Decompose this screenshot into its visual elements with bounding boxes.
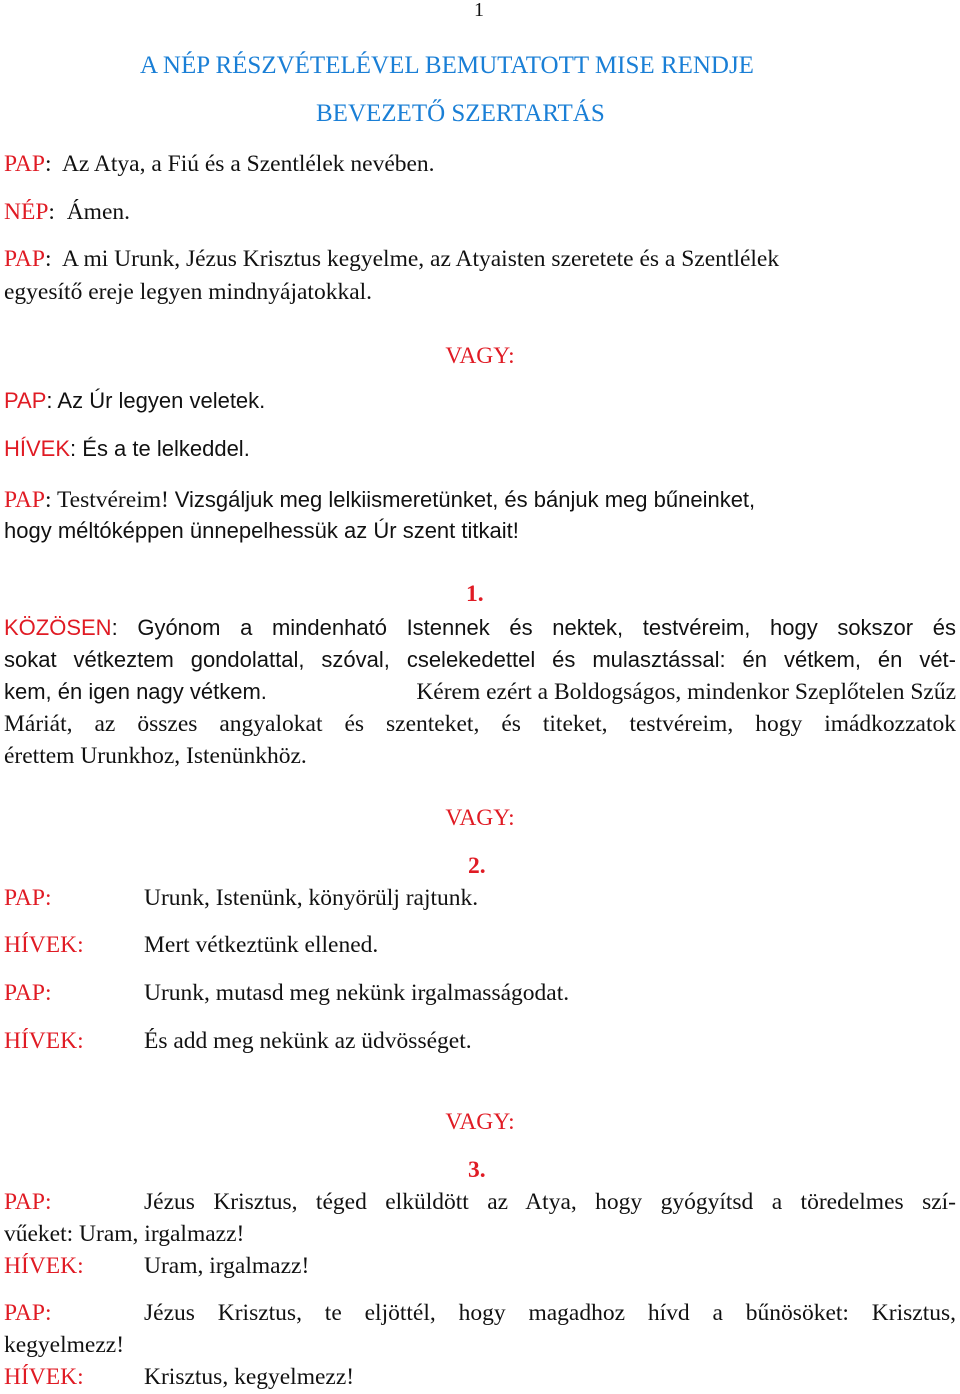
- confiteor-line: KÖZÖSEN: Gyónom a mindenható Istennek és nektek, testvéreim, hogy sokszor és: [4, 615, 956, 640]
- speaker-label: NÉP: [4, 199, 49, 225]
- line-continuation: hogy méltóképpen ünnepelhessük az Úr szent titkait!: [4, 518, 519, 543]
- line-text: Jézus Krisztus, téged elküldött az Atya, hogy gyógyítsd a töredelmes szí-: [144, 1189, 956, 1215]
- line-text: Jézus Krisztus, te eljöttél, hogy magadhoz hívd a bűnösöket: Krisztus,: [144, 1300, 956, 1326]
- line-continuation: egyesítő ereje legyen mindnyájatokkal.: [4, 279, 373, 305]
- speaker-label: PAP: [4, 151, 45, 177]
- option-number: 3.: [468, 1157, 486, 1183]
- line-text: És a te lelkeddel.: [82, 436, 250, 461]
- line-pap-1: PAP: Az Atya, a Fiú és a Szentlélek nevében.: [4, 151, 435, 177]
- section-subtitle: BEVEZETŐ SZERTARTÁS: [316, 100, 605, 127]
- confiteor-line: [4, 676, 956, 708]
- option-number: 2.: [468, 853, 486, 879]
- line-text: Uram, irgalmazz!: [144, 1253, 310, 1279]
- line-text: Mert vétkeztünk ellened.: [144, 932, 379, 958]
- confiteor-line: sokat vétkeztem gondolattal, szóval, cselekedettel és mulasztással: én vétkem, én vét-: [4, 647, 956, 672]
- speaker-label: KÖZÖSEN: [4, 615, 112, 640]
- line-text: kem, én igen nagy vétkem.: [4, 679, 267, 704]
- line-text: Kérem ezért a Boldogságos, mindenkor Szeplőtelen Szűz: [416, 679, 956, 705]
- line-text: Ámen.: [66, 199, 130, 225]
- confiteor-line: érettem Urunkhoz, Istenünkhöz.: [4, 743, 307, 769]
- speaker-label: PAP:: [4, 885, 52, 911]
- page-title: A NÉP RÉSZVÉTELÉVEL BEMUTATOTT MISE RENDJE: [140, 52, 754, 79]
- or-separator: VAGY:: [445, 805, 515, 831]
- confiteor-line: Máriát, az összes angyalokat és szenteket, és titeket, testvéreim, hogy imádkozzatok: [4, 711, 956, 737]
- speaker-label: HÍVEK:: [4, 1253, 84, 1279]
- speaker-label: HÍVEK:: [4, 1028, 84, 1054]
- line-text: És add meg nekünk az üdvösséget.: [144, 1028, 472, 1054]
- or-separator: VAGY:: [445, 1109, 515, 1135]
- speaker-label: PAP:: [4, 1189, 52, 1215]
- option-number: 1.: [466, 581, 484, 607]
- line-pap-invitation: PAP: Testvéreim! Vizsgáljuk meg lelkiismeretünket, és bánjuk meg bűneinket,: [4, 487, 756, 513]
- speaker-label: HÍVEK:: [4, 1364, 84, 1390]
- line-hivek-1: HÍVEK: És a te lelkeddel.: [4, 436, 250, 461]
- speaker-label: HÍVEK:: [4, 932, 84, 958]
- speaker-label: PAP: [4, 246, 45, 272]
- or-separator: VAGY:: [445, 343, 515, 369]
- line-text: Vizsgáljuk meg lelkiismeretünket, és bánjuk meg bűneinket,: [174, 487, 756, 512]
- speaker-label: PAP: [4, 487, 45, 513]
- line-pap-greeting: PAP: A mi Urunk, Jézus Krisztus kegyelme, az Atyaisten szeretete és a Szentlélek: [4, 246, 780, 272]
- line-continuation: kegyelmezz!: [4, 1332, 125, 1358]
- line-text: Urunk, mutasd meg nekünk irgalmasságodat.: [144, 980, 570, 1006]
- line-text: Testvéreim!: [56, 487, 169, 513]
- line-text: Krisztus, kegyelmezz!: [144, 1364, 355, 1390]
- line-text: Gyónom a mindenható Istennek és nektek, testvéreim, hogy sokszor és: [137, 615, 956, 640]
- line-nep: NÉP: Ámen.: [4, 199, 130, 225]
- line-text: Az Úr legyen veletek.: [57, 388, 266, 413]
- line-pap-2: PAP: Az Úr legyen veletek.: [4, 388, 266, 413]
- line-text: A mi Urunk, Jézus Krisztus kegyelme, az Atyaisten szeretete és a Szentlélek: [61, 246, 780, 272]
- line-text: Az Atya, a Fiú és a Szentlélek nevében.: [61, 151, 435, 177]
- speaker-label: PAP:: [4, 980, 52, 1006]
- page-number: 1: [474, 0, 484, 21]
- speaker-label: PAP: [4, 388, 47, 413]
- speaker-label: PAP:: [4, 1300, 52, 1326]
- line-text: Urunk, Istenünk, könyörülj rajtunk.: [144, 885, 479, 911]
- line-continuation: vűeket: Uram, irgalmazz!: [4, 1221, 245, 1247]
- speaker-label: HÍVEK: [4, 436, 71, 461]
